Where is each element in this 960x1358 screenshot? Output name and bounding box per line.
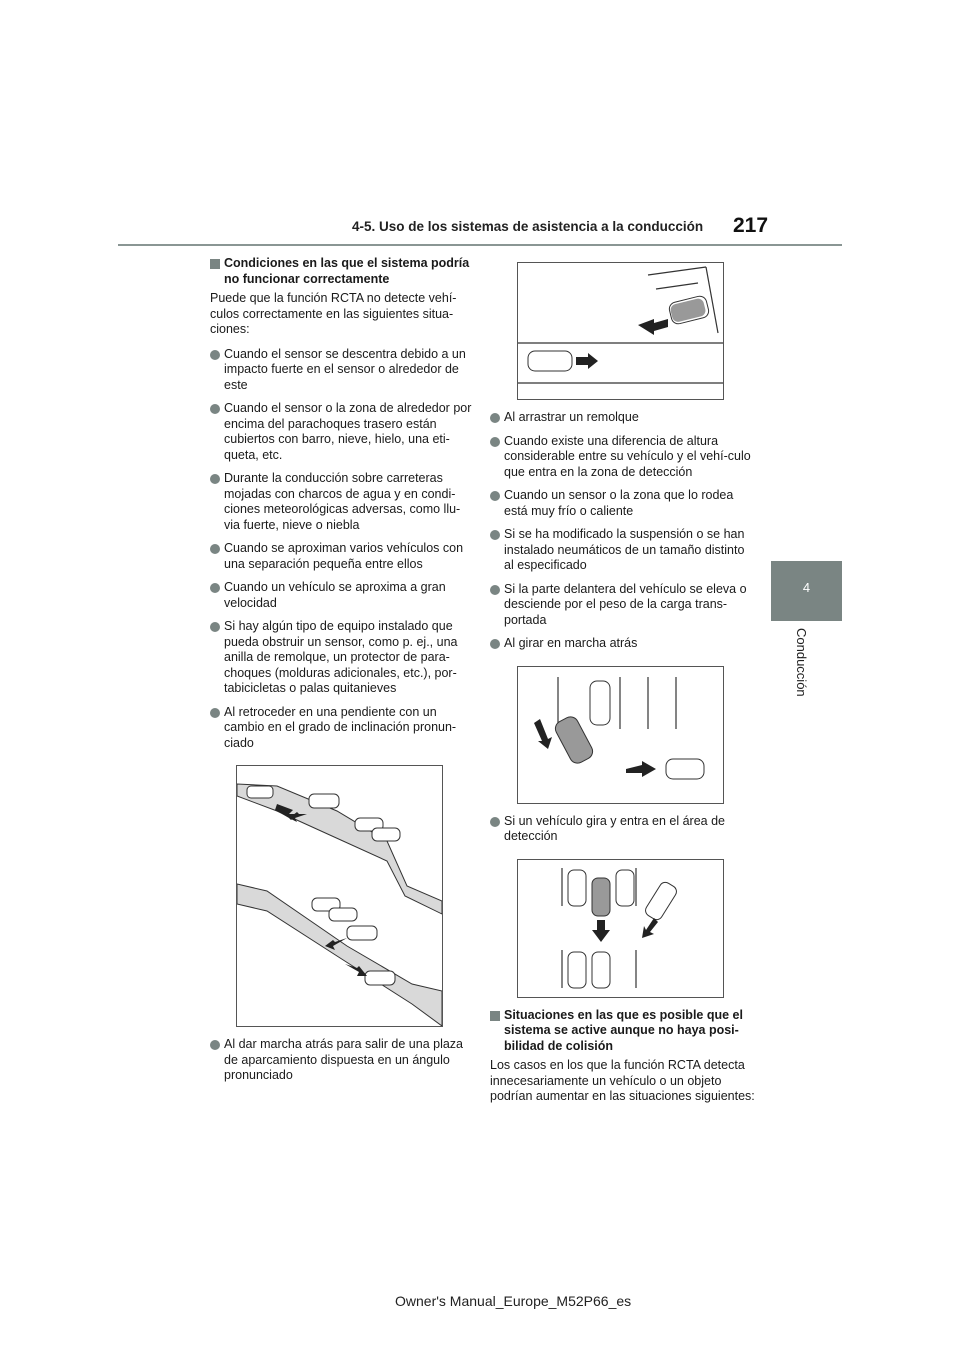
heading-text: Condiciones en las que el sistema podría no funcionar correctamente: [224, 256, 470, 286]
list-item: Cuando el sensor o la zona de alrededor por encima del parachoques trasero están cubiertos con barro, nieve, hielo, una eti-queta, etc.: [210, 401, 476, 463]
bullet-dot-icon: [490, 491, 500, 501]
right-column: [490, 262, 756, 1114]
section-heading: [490, 1008, 756, 1055]
chapter-label: Conducción: [794, 628, 809, 697]
bullet-dot-icon: [490, 817, 500, 827]
list-item: Cuando se aproximan varios vehículos con una separación pequeña entre ellos: [210, 541, 476, 572]
square-bullet-icon: [210, 259, 220, 269]
bullet-dot-icon: [210, 474, 220, 484]
list-item: Cuando existe una diferencia de altura considerable entre su vehículo y el vehí-culo que entra en la zona de detección: [490, 434, 756, 481]
bullet-dot-icon: [490, 437, 500, 447]
reverse-turning-illustration: [517, 666, 724, 804]
list-item: Si un vehículo gira y entra en el área de detección: [490, 814, 756, 845]
bullet-dot-icon: [210, 1040, 220, 1050]
bullet-dot-icon: [490, 639, 500, 649]
list-item: Cuando un sensor o la zona que lo rodea está muy frío o caliente: [490, 488, 756, 519]
bullet-dot-icon: [490, 530, 500, 540]
list-item: Si hay algún tipo de equipo instalado que pueda obstruir un sensor, como p. ej., una anilla de remolque, un protector de para-choques (molduras adicionales, etc.), por-tabicicletas o palas quitanieves: [210, 619, 476, 697]
bullet-dot-icon: [210, 583, 220, 593]
bullet-dot-icon: [210, 544, 220, 554]
list-item: Si la parte delantera del vehículo se eleva o desciende por el peso de la carga trans-portada: [490, 582, 756, 629]
section-title: 4-5. Uso de los sistemas de asistencia a la conducción: [352, 219, 704, 234]
left-column: [210, 256, 476, 1092]
list-item: Durante la conducción sobre carreteras mojadas con charcos de agua y en condi-ciones meteorológicas adversas, como llu-via fuerte, nieve o niebla: [210, 471, 476, 533]
bullet-dot-icon: [490, 585, 500, 595]
bullet-dot-icon: [490, 413, 500, 423]
list-item: Al retroceder en una pendiente con un cambio en el grado de inclinación pronun-ciado: [210, 705, 476, 752]
list-item: Cuando el sensor se descentra debido a un impacto fuerte en el sensor o alrededor de este: [210, 347, 476, 394]
list-item: Si se ha modificado la suspensión o se han instalado neumáticos de un tamaño distinto al especificado: [490, 527, 756, 574]
bullet-dot-icon: [210, 708, 220, 718]
list-item: Al girar en marcha atrás: [490, 636, 756, 652]
header-rule: [118, 244, 842, 246]
bullet-dot-icon: [210, 350, 220, 360]
page-number: 217: [733, 214, 769, 237]
heading-text: Situaciones en las que es posible que el sistema se active aunque no haya posi-bilidad de colisión: [504, 1007, 743, 1053]
vehicle-turning-illustration: [517, 859, 724, 998]
square-bullet-icon: [490, 1011, 500, 1021]
list-item: Cuando un vehículo se aproxima a gran velocidad: [210, 580, 476, 611]
angled-parking-illustration: [517, 262, 724, 400]
slope-road-illustration: [236, 765, 443, 1027]
closing-paragraph: Los casos en los que la función RCTA detecta innecesariamente un vehículo o un objeto podrían aumentar en las situaciones siguientes:: [490, 1058, 755, 1103]
footer-doc-id: Owner's Manual_Europe_M52P66_es: [395, 1293, 632, 1309]
intro-paragraph: Puede que la función RCTA no detecte vehí-culos correctamente en las siguientes situa-ciones:: [210, 291, 457, 336]
bullet-dot-icon: [210, 404, 220, 414]
list-item: Al arrastrar un remolque: [490, 410, 756, 426]
section-heading: [210, 256, 476, 287]
chapter-number: 4: [802, 580, 811, 595]
bullet-dot-icon: [210, 622, 220, 632]
list-item: Al dar marcha atrás para salir de una plaza de aparcamiento dispuesta en un ángulo pronunciado: [210, 1037, 476, 1084]
